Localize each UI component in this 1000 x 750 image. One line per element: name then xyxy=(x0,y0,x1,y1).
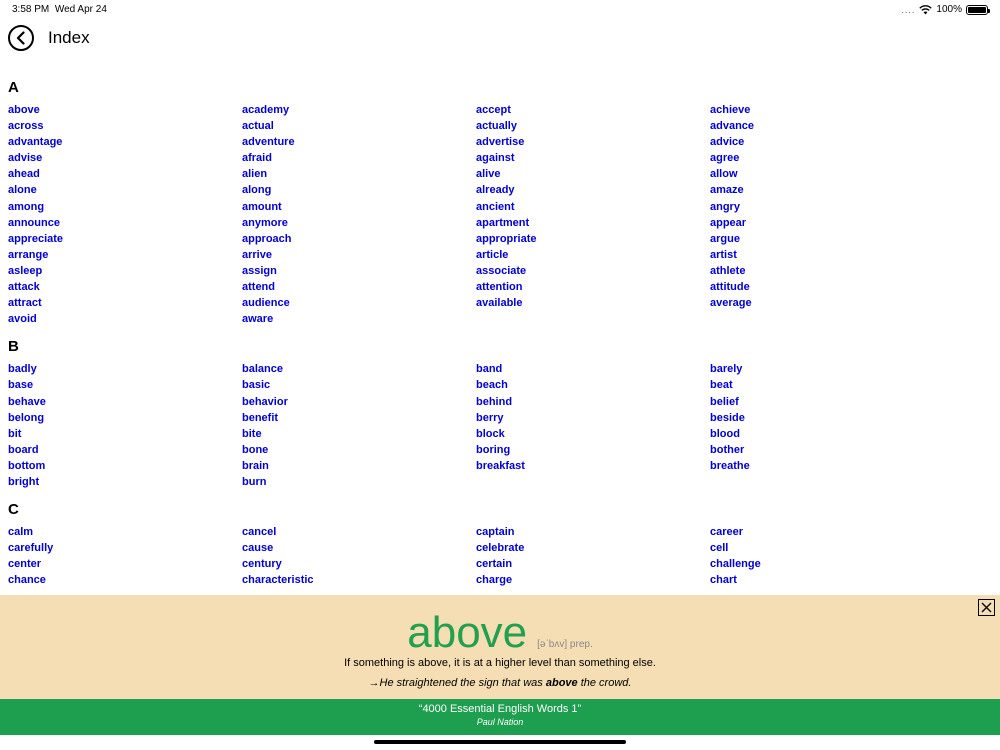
arrow-icon: → xyxy=(368,677,380,689)
word-link[interactable]: approach xyxy=(242,232,292,245)
word-link[interactable]: bright xyxy=(8,475,40,488)
word-link[interactable]: along xyxy=(242,184,272,197)
word-link[interactable]: actually xyxy=(476,120,517,133)
section-a xyxy=(0,78,1000,327)
word-link[interactable]: argue xyxy=(710,232,740,245)
example-text-after: the crowd. xyxy=(577,677,632,689)
word-link[interactable]: brain xyxy=(242,459,269,472)
word-grid xyxy=(0,102,1000,327)
word-link[interactable]: benefit xyxy=(242,411,279,424)
word-link[interactable]: academy xyxy=(242,104,290,116)
word-link[interactable]: behavior xyxy=(242,395,288,408)
wifi-icon xyxy=(919,5,932,15)
word-link[interactable]: cancel xyxy=(242,526,277,539)
word-link[interactable]: bottom xyxy=(8,459,46,472)
word-link[interactable]: belong xyxy=(8,411,45,424)
word-link[interactable]: beat xyxy=(710,379,733,392)
word-link[interactable]: appreciate xyxy=(8,232,64,245)
word-link[interactable]: band xyxy=(476,363,503,376)
word-grid xyxy=(0,524,1000,588)
word-link[interactable]: appear xyxy=(710,216,747,229)
word-link[interactable]: center xyxy=(8,558,42,571)
word-link[interactable]: assign xyxy=(242,264,277,277)
battery-percent: 100% xyxy=(936,4,962,15)
navigation-bar xyxy=(0,24,1000,54)
book-footer xyxy=(0,699,1000,735)
word-link[interactable]: appropriate xyxy=(476,232,537,245)
word-link[interactable]: amount xyxy=(242,200,282,213)
word-link[interactable]: associate xyxy=(476,264,527,277)
word-link[interactable]: athlete xyxy=(710,264,746,277)
word-link[interactable]: barely xyxy=(710,363,743,376)
back-button[interactable] xyxy=(8,25,34,51)
word-link[interactable]: actual xyxy=(242,120,274,133)
word-link[interactable]: calm xyxy=(8,526,34,539)
word-link[interactable]: amaze xyxy=(710,184,744,197)
word-link[interactable]: average xyxy=(710,297,752,310)
word-link[interactable]: cell xyxy=(710,542,729,555)
word-link[interactable]: charge xyxy=(476,574,513,587)
word-link[interactable]: bite xyxy=(242,427,262,440)
word-link[interactable]: attention xyxy=(476,281,523,294)
word-link[interactable]: arrive xyxy=(242,248,272,261)
word-link[interactable]: block xyxy=(476,427,505,440)
pronunciation: [əˈbʌv] prep. xyxy=(537,639,593,650)
word-link[interactable]: behave xyxy=(8,395,46,408)
word-link[interactable]: beside xyxy=(710,411,745,424)
word-link[interactable]: breathe xyxy=(710,459,750,472)
word-popup xyxy=(0,595,1000,699)
word-link[interactable]: allow xyxy=(710,168,738,181)
word-link[interactable]: chance xyxy=(8,574,46,587)
word-link[interactable]: ahead xyxy=(8,168,40,181)
headword-row xyxy=(0,609,1000,657)
cellular-dots-icon: .... xyxy=(901,4,916,15)
page-title: Index xyxy=(48,28,90,47)
section-header: C xyxy=(8,501,19,519)
word-link[interactable]: chart xyxy=(710,574,737,587)
word-link[interactable]: against xyxy=(476,152,515,165)
word-link[interactable]: blood xyxy=(710,427,740,440)
section-header: B xyxy=(8,338,19,356)
word-link[interactable]: achieve xyxy=(710,104,751,116)
word-link[interactable]: celebrate xyxy=(476,542,525,555)
word-link[interactable]: behind xyxy=(476,395,513,408)
word-link[interactable]: adventure xyxy=(242,136,295,149)
word-link[interactable]: attitude xyxy=(710,281,750,294)
word-link[interactable]: cause xyxy=(242,542,274,555)
date-text: Wed Apr 24 xyxy=(54,4,107,15)
word-link[interactable]: advantage xyxy=(8,136,63,149)
word-link[interactable]: audience xyxy=(242,297,290,310)
word-link[interactable]: career xyxy=(710,526,744,539)
word-link[interactable]: challenge xyxy=(710,558,761,571)
home-indicator[interactable] xyxy=(374,740,626,744)
word-link[interactable]: bone xyxy=(242,443,269,456)
word-link[interactable]: burn xyxy=(242,475,267,488)
word-link[interactable]: balance xyxy=(242,363,283,376)
word-link[interactable]: afraid xyxy=(242,152,272,165)
status-indicators xyxy=(901,4,988,15)
word-link[interactable]: belief xyxy=(710,395,739,408)
word-link[interactable]: certain xyxy=(476,558,513,571)
word-link[interactable]: boring xyxy=(476,443,511,456)
word-link[interactable]: advertise xyxy=(476,136,525,149)
section-header: A xyxy=(8,79,19,96)
word-link[interactable]: article xyxy=(476,248,509,261)
word-link[interactable]: base xyxy=(8,379,34,392)
book-title: “4000 Essential English Words 1” xyxy=(418,703,582,715)
word-grid xyxy=(0,361,1000,490)
word-link[interactable]: accept xyxy=(476,104,511,116)
word-link[interactable]: anymore xyxy=(242,216,288,229)
word-link[interactable]: announce xyxy=(8,216,60,229)
word-link[interactable]: captain xyxy=(476,526,515,539)
word-link[interactable]: across xyxy=(8,120,44,133)
section-b xyxy=(0,337,1000,490)
word-link[interactable]: agree xyxy=(710,152,740,165)
word-link[interactable]: bother xyxy=(710,443,745,456)
section-c xyxy=(0,500,1000,588)
word-link[interactable]: arrange xyxy=(8,248,49,261)
word-link[interactable]: asleep xyxy=(8,264,43,277)
word-link[interactable]: advance xyxy=(710,120,755,133)
word-link[interactable]: carefully xyxy=(8,542,54,555)
chevron-left-icon xyxy=(15,31,27,45)
word-link[interactable]: aware xyxy=(242,313,274,326)
word-index[interactable] xyxy=(0,78,1000,595)
example-highlight: above xyxy=(545,677,578,689)
word-link[interactable]: advice xyxy=(710,136,745,149)
word-link[interactable]: characteristic xyxy=(242,574,314,587)
headword: above xyxy=(407,608,528,657)
status-bar xyxy=(0,0,1000,18)
time-text: 3:58 PM xyxy=(12,4,50,15)
word-link[interactable]: board xyxy=(8,443,39,456)
word-link[interactable]: beach xyxy=(476,379,508,392)
word-link[interactable]: above xyxy=(8,104,40,116)
word-link[interactable]: attack xyxy=(8,281,40,294)
word-link[interactable]: alone xyxy=(8,184,37,197)
word-link[interactable]: angry xyxy=(710,200,740,213)
word-link[interactable]: apartment xyxy=(476,216,530,229)
word-link[interactable]: berry xyxy=(476,411,504,424)
word-link[interactable]: bit xyxy=(8,427,22,440)
word-link[interactable]: attract xyxy=(8,297,42,310)
word-link[interactable]: avoid xyxy=(8,313,37,326)
word-link[interactable]: artist xyxy=(710,248,737,261)
word-link[interactable]: advise xyxy=(8,152,43,165)
book-author: Paul Nation xyxy=(476,717,524,727)
definition: If something is above, it is at a higher level than something else. xyxy=(344,657,656,669)
word-link[interactable]: alive xyxy=(476,168,501,181)
word-link[interactable]: available xyxy=(476,297,523,310)
word-link[interactable]: breakfast xyxy=(476,459,525,472)
word-link[interactable]: badly xyxy=(8,363,37,376)
word-link[interactable]: already xyxy=(476,184,515,197)
word-link[interactable]: ancient xyxy=(476,200,515,213)
battery-icon xyxy=(966,5,988,15)
word-link[interactable]: among xyxy=(8,200,45,213)
word-link[interactable]: alien xyxy=(242,168,268,181)
status-time xyxy=(12,4,107,15)
example-text-before: He straightened the sign that was xyxy=(379,677,546,689)
example-sentence xyxy=(0,677,1000,689)
word-link[interactable]: basic xyxy=(242,379,271,392)
word-link[interactable]: century xyxy=(242,558,282,571)
word-link[interactable]: attend xyxy=(242,281,275,294)
